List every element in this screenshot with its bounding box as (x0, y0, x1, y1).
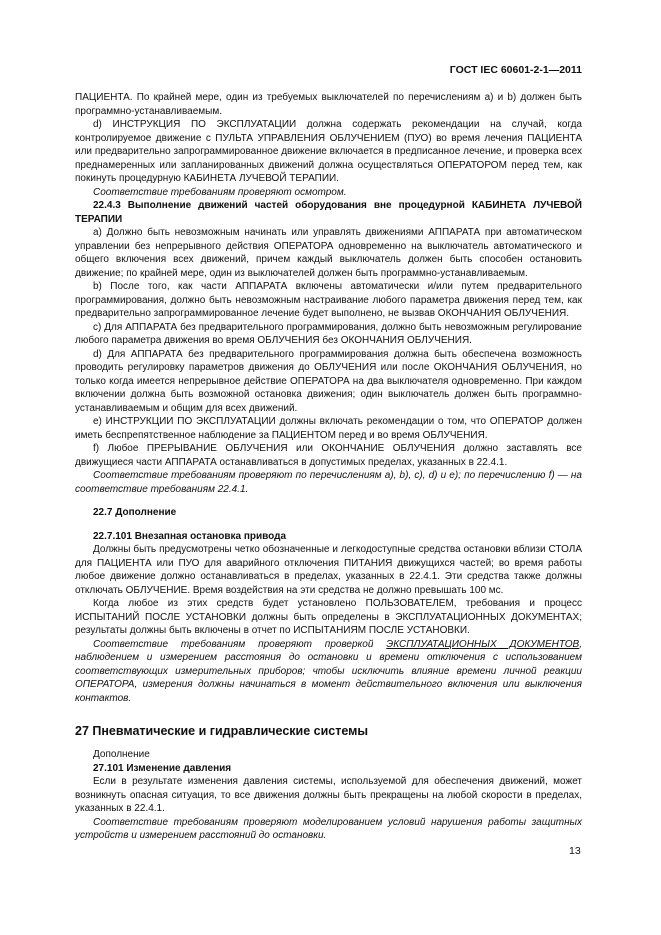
paragraph-item-f: f) Любое ПРЕРЫВАНИЕ ОБЛУЧЕНИЯ или ОКОНЧАНИЕ ОБЛУЧЕНИЯ должно заставлять все движущиеся части АППАРАТА останавливаться в допустимых пределах, указанных в 22.4.1. (75, 443, 582, 468)
underlined-term: ЭКСПЛУАТАЦИОННЫХ ДОКУМЕНТОВ (386, 638, 580, 650)
section-heading-27-101: 27.101 Изменение давления (93, 762, 232, 774)
compliance-note-end: , наблюдением и измерением расстояния до остановки и времени отключения с использованием соответствующих измерительных приборов; чтобы исключить влияние времени личной реакции ОПЕРАТОРА, измерения должны начинаться в момент действительного включения или выключения контактов. (75, 638, 582, 704)
paragraph-item-a: a) Должно быть невозможным начинать или управлять движениями АППАРАТА при автоматическом управлении без непрерывного действия ОПЕРАТОРА одновременно на выключатель автоматического и общего включения всех движений, причем каждый выключатель должен быть способен остановить движение; по крайней мере, один из выключателей должен быть программно-устанавливаемым. (75, 227, 582, 279)
document-body (75, 91, 582, 843)
paragraph-item-d2: d) Для АППАРАТА без предварительного программирования должна быть обеспечена возможность проводить регулировку параметров движения до ОБЛУЧЕНИЯ или после ОКОНЧАНИЯ ОБЛУЧЕНИЯ, но только когда имеется непрерывное действие ОПЕРАТОРА на два выключателя одновременно. При каждом включении должна быть возможной остановка движения; один выключатель должен быть программно-устанавливаемым и общим для всех движений. (75, 348, 582, 414)
standard-header: ГОСТ IEC 60601-2-1—2011 (449, 64, 582, 76)
paragraph-continuation: ПАЦИЕНТА. По крайней мере, один из требуемых выключателей по перечислениям a) и b) должен быть программно-устанавливаемым. (75, 92, 582, 117)
compliance-note: Соответствие требованиям проверяют моделированием условий нарушения работы защитных устройств и измерением расстояний до остановки. (75, 816, 582, 841)
page-number: 13 (569, 845, 581, 857)
paragraph: Если в результате изменения давления системы, используемой для обеспечения движений, может возникнуть опасная ситуация, то все движения должны быть прекращены на любой скорости в пределах, указанных в 22.4.1. (75, 776, 582, 814)
compliance-note-start: Соответствие требованиям проверяют проверкой (93, 638, 387, 650)
section-heading-27: 27 Пневматические и гидравлические системы (75, 724, 369, 738)
section-heading-22-7-101: 22.7.101 Внезапная остановка привода (93, 530, 287, 542)
paragraph-item-d: d) ИНСТРУКЦИЯ ПО ЭКСПЛУАТАЦИИ должна содержать рекомендации на случай, когда контролируемое движение с ПУЛЬТА УПРАВЛЕНИЯ ОБЛУЧЕНИЕМ (ПУО) во время лечения ПАЦИЕНТА или предварительно запрограммированное движение включается в предписанное лечение, и проверка всех преднамеренных или запланированных движений должна осуществляться ОПЕРАТОРОМ перед тем, как покинуть процедурную КАБИНЕТА ЛУЧЕВОЙ ТЕРАПИИ. (75, 119, 582, 184)
compliance-note (75, 638, 582, 706)
addendum-label: Дополнение (93, 749, 150, 760)
paragraph-item-b: b) После того, как части АППАРАТА включены автоматически и/или путем предварительного программирования, должно быть невозможным настраивание любого параметра движения перед тем, как предварительно запрограммированное лечение будет выполнено, не вызвав ОКОНЧАНИЯ ОБЛУЧЕНИЯ. (75, 281, 582, 319)
paragraph-item-e: e) ИНСТРУКЦИИ ПО ЭКСПЛУАТАЦИИ должны включать рекомендации о том, что ОПЕРАТОР должен иметь беспрепятственное наблюдение за ПАЦИЕНТОМ перед и во время ОБЛУЧЕНИЯ. (75, 416, 582, 441)
compliance-note: Соответствие требованиям проверяют осмотром. (93, 186, 347, 198)
section-heading-22-7: 22.7 Дополнение (93, 507, 177, 518)
paragraph: Когда любое из этих средств будет установлено ПОЛЬЗОВАТЕЛЕМ, требования и процесс ИСПЫТАНИЙ ПОСЛЕ УСТАНОВКИ должны быть определены в ЭКСПЛУАТАЦИОННЫХ ДОКУМЕНТАХ; результаты должны быть включены в отчет по ИСПЫТАНИЯМ ПОСЛЕ УСТАНОВКИ. (75, 598, 582, 636)
section-heading-22-4-3: 22.4.3 Выполнение движений частей оборудования вне процедурной КАБИНЕТА ЛУЧЕВОЙ ТЕРАПИИ (75, 200, 582, 225)
paragraph-item-c: c) Для АППАРАТА без предварительного программирования, должно быть невозможным регулирование любого параметра движения во время ОБЛУЧЕНИЯ без ОКОНЧАНИЯ ОБЛУЧЕНИЯ. (75, 321, 582, 346)
paragraph: Должны быть предусмотрены четко обозначенные и легкодоступные средства остановки вблизи СТОЛА для ПАЦИЕНТА или ПУО для аварийного отключения ПИТАНИЯ движущихся частей; во время работы любое движение должно останавливаться в пределах, указанных в 22.4.1. Эти средства также должны отключать ОБЛУЧЕНИЕ. Время воздействия на эти средства не должно превышать 100 мс. (75, 544, 582, 596)
compliance-note: Соответствие требованиям проверяют по перечислениям a), b), c), d) и e); по перечислению f) — на соответствие требованиям 22.4.1. (75, 470, 582, 495)
